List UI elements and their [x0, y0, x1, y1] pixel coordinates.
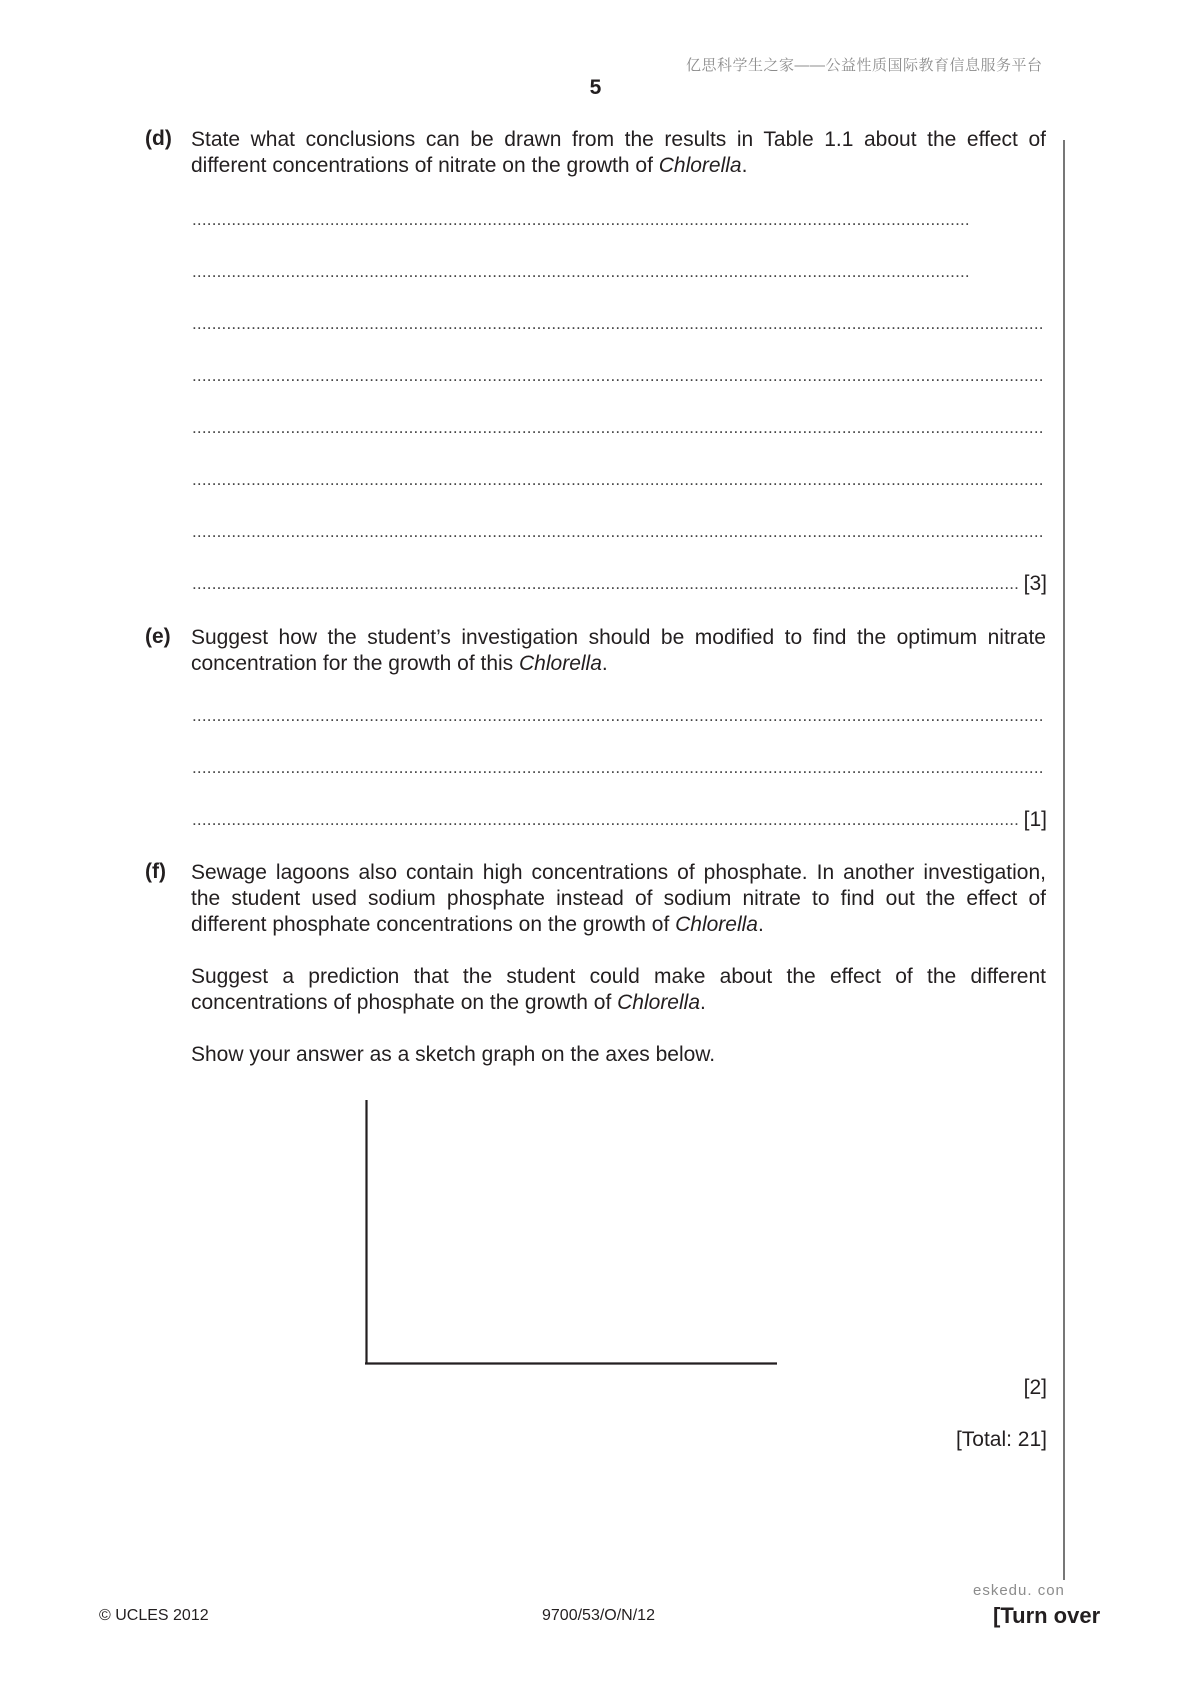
turn-over: [Turn over — [993, 1603, 1101, 1628]
margin-rule — [1063, 140, 1065, 1580]
question-f-para-2-italic: Chlorella — [617, 991, 700, 1014]
answer-line-d-5[interactable] — [192, 418, 1044, 440]
answer-line-d-4[interactable] — [192, 366, 1044, 388]
question-d-text-end: . — [741, 154, 748, 177]
question-d-label: (d) — [145, 127, 172, 150]
question-d-text — [191, 127, 1046, 179]
question-d-italic: Chlorella — [658, 154, 742, 177]
answer-line-d-7[interactable] — [192, 522, 1044, 544]
question-f-para-1 — [191, 860, 1046, 938]
question-e-italic: Chlorella — [519, 652, 602, 675]
mark-e: [1] — [1023, 808, 1047, 831]
question-f-para-3: Show your answer as a sketch graph on the axes below. — [191, 1043, 716, 1066]
answer-line-e-3[interactable] — [192, 810, 1019, 832]
answer-line-e-1[interactable] — [192, 706, 1044, 728]
answer-line-d-6[interactable] — [192, 470, 1044, 492]
question-f-para-2-end: . — [700, 991, 706, 1014]
total-marks: [Total: 21] — [955, 1428, 1047, 1451]
question-f-para-1-end: . — [757, 913, 764, 936]
question-f-para-2 — [191, 964, 1046, 1016]
question-d-text-part: State what conclusions can be drawn from the results in Table 1.1 about the effect of different concentrations of nitrate on the growth of — [191, 128, 1046, 177]
question-f-para-2-part: Suggest a prediction that the student could make about the effect of the different concentrations of phosphate on the growth of — [191, 965, 1046, 1014]
question-e-text — [191, 625, 1046, 677]
sketch-graph-axes[interactable] — [365, 1100, 781, 1365]
answer-line-d-3[interactable] — [192, 314, 1044, 336]
answer-line-d-8[interactable] — [192, 574, 1019, 596]
answer-line-d-1[interactable] — [192, 210, 969, 232]
watermark-top: 亿思科学生之家——公益性质国际教育信息服务平台 — [686, 57, 1043, 74]
watermark-bottom: eskedu. con — [973, 1582, 1065, 1599]
answer-line-d-2[interactable] — [192, 262, 969, 284]
question-e-text-part: Suggest how the student’s investigation should be modified to find the optimum nitrate concentration for the growth of this — [191, 626, 1046, 675]
answer-line-e-2[interactable] — [192, 758, 1044, 780]
question-e-label: (e) — [145, 625, 171, 648]
question-f-para-1-part: Sewage lagoons also contain high concentrations of phosphate. In another investigation, the student used sodium phosphate instead of sodium nitrate to find out the effect of different phosphate concentrations on the growth of — [191, 861, 1046, 936]
copyright: © UCLES 2012 — [99, 1607, 209, 1624]
question-f-label: (f) — [145, 860, 166, 883]
paper-code: 9700/53/O/N/12 — [542, 1607, 655, 1624]
mark-d: [3] — [1023, 572, 1047, 595]
question-f-para-1-italic: Chlorella — [675, 913, 758, 936]
page-number: 5 — [589, 76, 602, 99]
question-e-text-end: . — [601, 652, 608, 675]
mark-f: [2] — [1023, 1376, 1047, 1399]
